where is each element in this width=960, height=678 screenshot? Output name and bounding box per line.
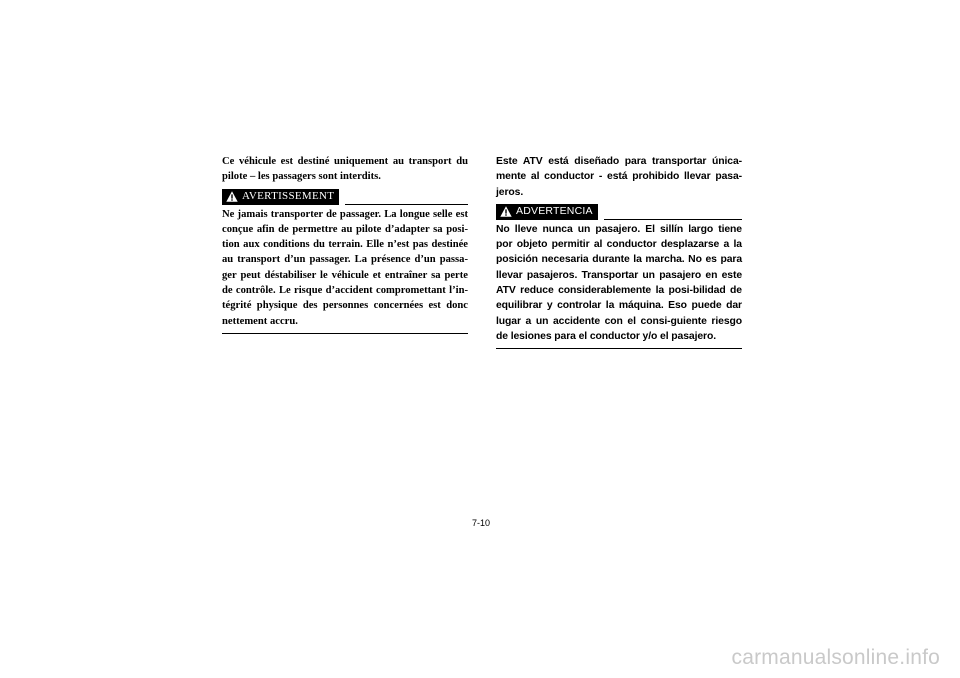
warning-triangle-icon xyxy=(226,191,238,202)
french-warning-label: AVERTISSEMENT xyxy=(242,189,335,202)
spanish-column xyxy=(496,154,742,349)
french-warning-rule xyxy=(345,204,468,205)
warning-triangle-icon xyxy=(500,206,512,217)
french-column xyxy=(222,154,468,334)
spanish-warning-label: ADVERTENCIA xyxy=(516,205,593,218)
page-number: 7-10 xyxy=(472,518,491,528)
french-intro: Ce véhicule est destiné uniquement au transport du pilote – les passagers sont interdits. xyxy=(222,156,468,183)
spanish-intro: Este ATV está diseñado para transportar única-mente al conductor - está prohibido llevar pasa-jeros. xyxy=(496,156,742,198)
french-end-rule xyxy=(222,333,468,334)
french-warning-text: Ne jamais transporter de passager. La longue selle est conçue afin de permettre au pilote d’adapter sa posi-tion aux conditions du terrain. Elle n’est pas destinée au transport d’un passager. La présence d’un passa-ger peut déstabiliser le véhicule et entraîner sa perte de contrôle. Le risque d’accident compromettant l’in-tégrité physique des personnes concernées est donc nettement accru. xyxy=(222,208,468,327)
watermark: carmanualsonline.info xyxy=(731,646,940,669)
spanish-warning-rule xyxy=(604,219,742,220)
french-warning-badge xyxy=(222,189,339,205)
spanish-warning-badge xyxy=(496,204,598,220)
french-warning-header xyxy=(222,189,468,205)
spanish-warning-text: No lleve nunca un pasajero. El sillín largo tiene por objeto permitir al conductor desplazarse a la posición necesaria durante la marcha. No es para llevar pasajeros. Transportar un pasajero en este ATV reduce considerablemente la posi-bilidad de equilibrar y controlar la máquina. Eso puede dar lugar a un accidente con el consi-guiente riesgo de lesiones para el conductor y/o el pasajero. xyxy=(496,223,742,342)
spanish-warning-header xyxy=(496,204,742,220)
spanish-end-rule xyxy=(496,348,742,349)
